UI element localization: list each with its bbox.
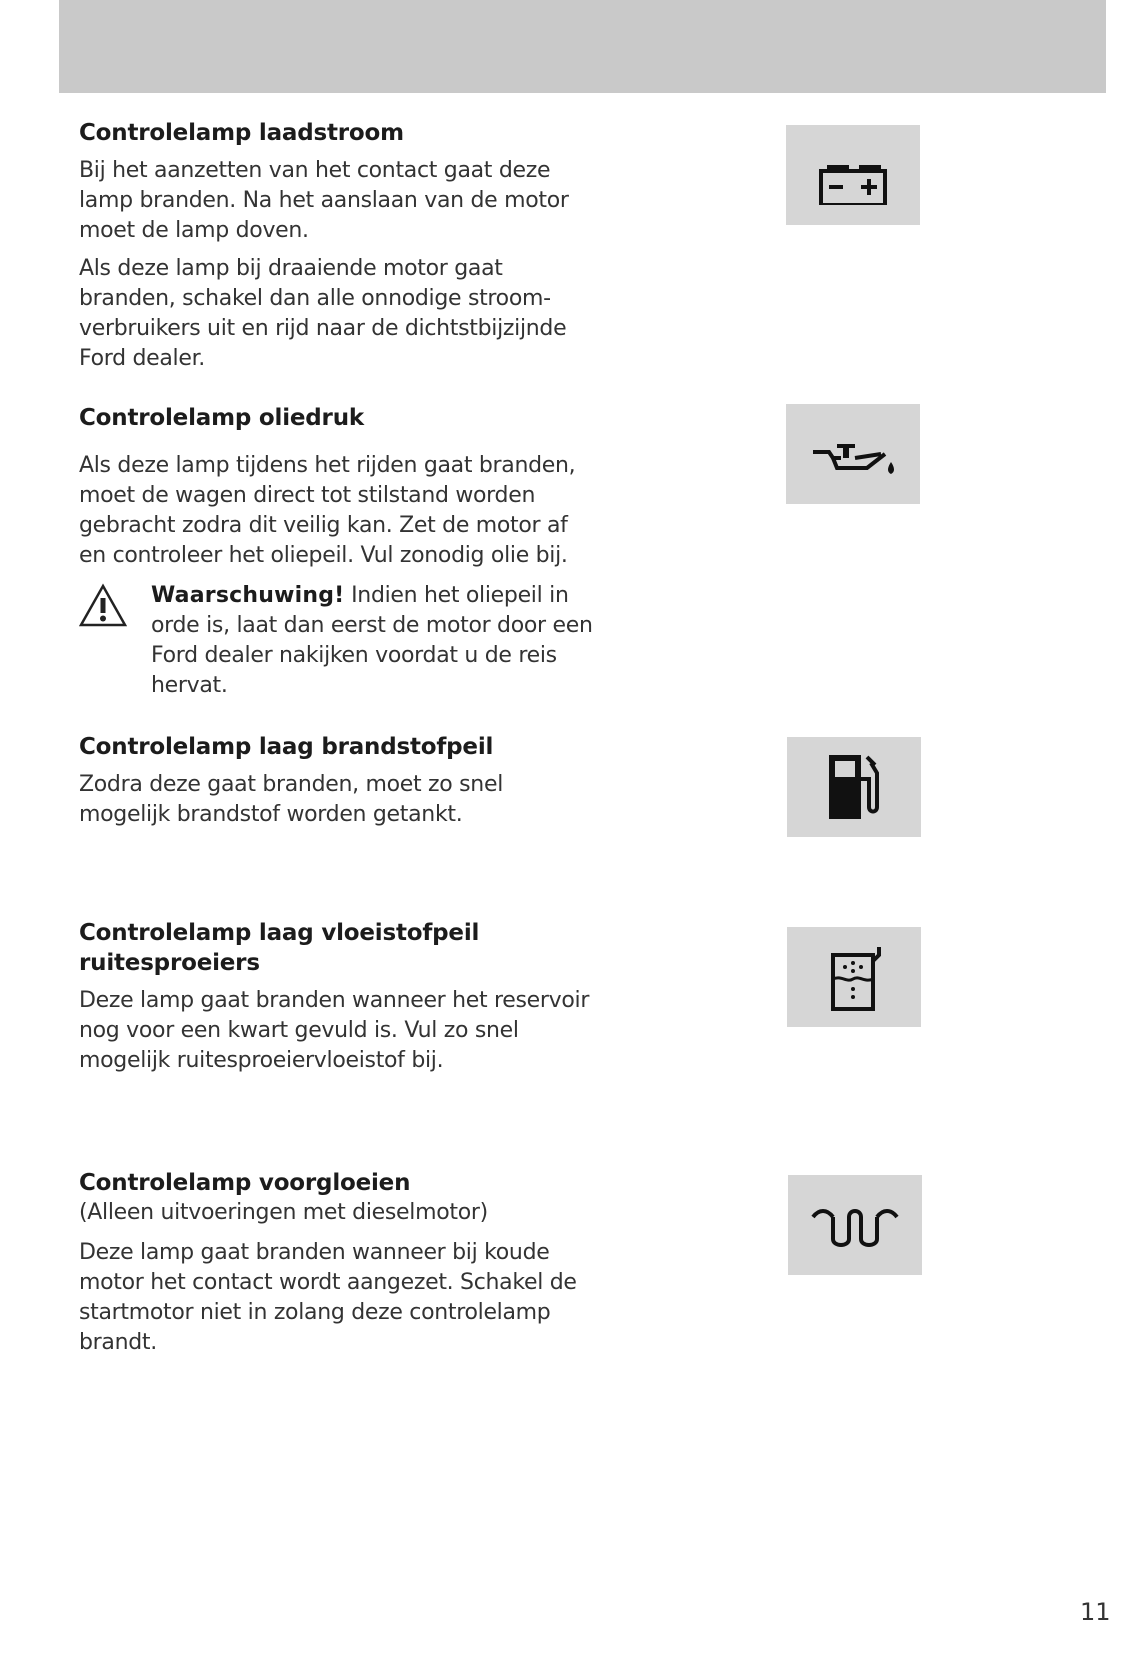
glow-plug-warning-lamp — [788, 1175, 922, 1275]
washer-fluid-warning-lamp — [787, 927, 921, 1027]
glow-plug-icon — [805, 1195, 905, 1255]
page-number: 11 — [1080, 1598, 1111, 1626]
section-title: Controlelamp laadstroom — [79, 120, 404, 146]
battery-warning-lamp — [786, 125, 920, 225]
section-oliedruk — [79, 403, 599, 709]
section-title: Controlelamp laag brandstofpeil — [79, 734, 494, 760]
section-paragraph: Deze lamp gaat branden wanneer het reservoir nog voor een kwart gevuld is. Vul zo snel mogelijk ruitesproeiervloeistof bij. — [79, 988, 590, 1073]
section-brandstofpeil — [79, 732, 599, 838]
section-paragraph: Als deze lamp bij draaiende motor gaat branden, schakel dan alle onnodige stroom-verbruikers uit en rijd naar de dichtstbijzijnde Ford dealer. — [79, 256, 567, 371]
warning-body: Indien het oliepeil in orde is, laat dan eerst de motor door een Ford dealer nakijken voordat u de reis hervat. — [151, 583, 593, 698]
warning-block — [79, 581, 599, 701]
section-title: Controlelamp oliedruk — [79, 405, 364, 431]
oil-can-icon — [803, 424, 903, 484]
section-title: Controlelamp laag vloeistofpeil ruitesproeiers — [79, 920, 480, 976]
section-paragraph: Deze lamp gaat branden wanneer bij koude motor het contact wordt aangezet. Schakel de startmotor niet in zolang deze controlelamp brandt. — [79, 1240, 577, 1355]
section-vloeistofpeil — [79, 918, 599, 1084]
warning-label: Waarschuwing! — [151, 583, 345, 608]
section-title: Controlelamp voorgloeien — [79, 1170, 411, 1196]
warning-triangle-icon — [79, 583, 127, 627]
washer-fluid-icon — [819, 939, 889, 1015]
section-paragraph: Zodra deze gaat branden, moet zo snel mogelijk brandstof worden getankt. — [79, 772, 504, 827]
fuel-level-warning-lamp — [787, 737, 921, 837]
header-bar — [59, 0, 1106, 93]
section-paragraph: Als deze lamp tijdens het rijden gaat branden, moet de wagen direct tot stilstand worden gebracht zodra dit veilig kan. Zet de motor af en controleer het oliepeil. Vul zonodig olie bij. — [79, 453, 576, 568]
section-paragraph: Bij het aanzetten van het contact gaat deze lamp branden. Na het aanslaan van de motor moet de lamp doven. — [79, 158, 569, 243]
battery-icon — [813, 145, 893, 205]
fuel-pump-icon — [819, 749, 889, 825]
section-subtitle: (Alleen uitvoeringen met dieselmotor) — [79, 1200, 488, 1225]
section-voorgloeien — [79, 1168, 599, 1366]
warning-text — [79, 581, 599, 701]
oil-pressure-warning-lamp — [786, 404, 920, 504]
section-laadstroom — [79, 118, 599, 382]
